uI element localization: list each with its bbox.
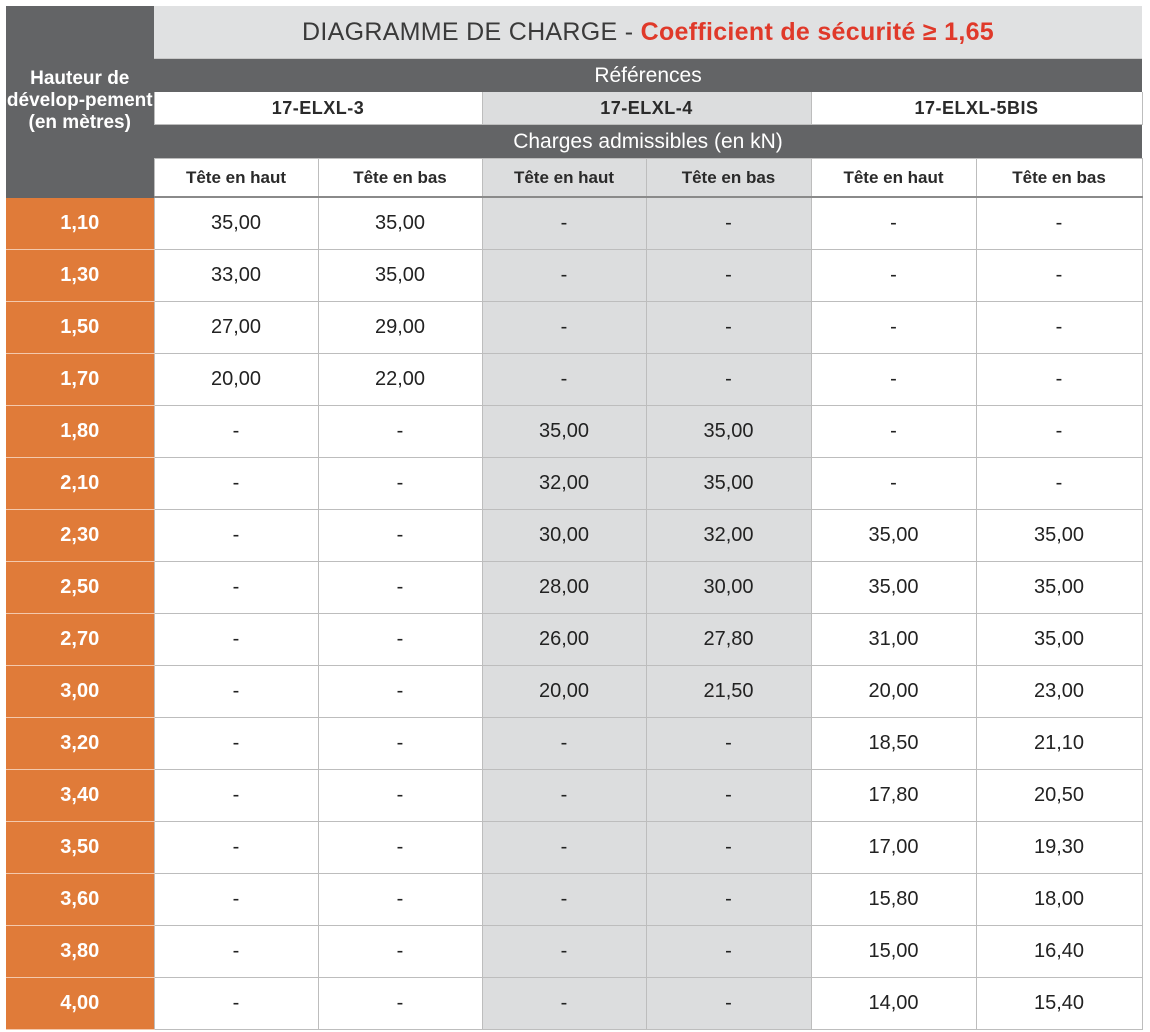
table-row	[6, 250, 1142, 302]
table-row	[6, 510, 1142, 562]
reference-17-elxl-5bis: 17-ELXL-5BIS	[811, 92, 1142, 125]
load-value-cell: -	[318, 718, 482, 770]
load-value-cell: -	[482, 926, 646, 978]
load-table	[6, 6, 1143, 1030]
height-value: 1,80	[6, 406, 154, 458]
load-value-cell: 35,00	[154, 197, 318, 250]
load-value-cell: 33,00	[154, 250, 318, 302]
sub-column-header: Tête en haut	[482, 159, 646, 198]
table-row	[6, 614, 1142, 666]
table-row	[6, 302, 1142, 354]
load-value-cell: -	[154, 718, 318, 770]
load-value-cell: 20,00	[154, 354, 318, 406]
table-row	[6, 770, 1142, 822]
height-value: 3,50	[6, 822, 154, 874]
load-value-cell: -	[154, 874, 318, 926]
load-value-cell: -	[154, 406, 318, 458]
load-value-cell: 35,00	[811, 562, 976, 614]
load-value-cell: -	[318, 926, 482, 978]
load-value-cell: 18,50	[811, 718, 976, 770]
load-value-cell: -	[482, 978, 646, 1030]
load-value-cell: -	[646, 250, 811, 302]
height-value: 1,30	[6, 250, 154, 302]
load-value-cell: -	[646, 770, 811, 822]
load-value-cell: -	[318, 510, 482, 562]
load-value-cell: -	[154, 822, 318, 874]
table-body	[6, 197, 1142, 1030]
load-value-cell: -	[318, 562, 482, 614]
sub-column-header: Tête en haut	[154, 159, 318, 198]
table-row	[6, 978, 1142, 1030]
reference-17-elxl-3: 17-ELXL-3	[154, 92, 482, 125]
table-row	[6, 197, 1142, 250]
load-value-cell: 15,80	[811, 874, 976, 926]
table-title	[154, 6, 1142, 59]
load-value-cell: -	[482, 250, 646, 302]
sub-column-header: Tête en bas	[646, 159, 811, 198]
load-value-cell: -	[976, 458, 1142, 510]
load-value-cell: -	[976, 406, 1142, 458]
table-row	[6, 354, 1142, 406]
safety-coefficient: Coefficient de sécurité ≥ 1,65	[640, 17, 994, 46]
load-value-cell: -	[646, 874, 811, 926]
table-row	[6, 822, 1142, 874]
height-value: 3,80	[6, 926, 154, 978]
height-value: 2,30	[6, 510, 154, 562]
load-value-cell: -	[976, 354, 1142, 406]
load-value-cell: -	[482, 302, 646, 354]
sub-column-header: Tête en haut	[811, 159, 976, 198]
load-value-cell: -	[154, 770, 318, 822]
load-value-cell: -	[482, 354, 646, 406]
load-value-cell: -	[811, 354, 976, 406]
load-value-cell: 20,00	[482, 666, 646, 718]
load-value-cell: -	[976, 302, 1142, 354]
table-row	[6, 406, 1142, 458]
load-value-cell: -	[646, 354, 811, 406]
load-value-cell: 27,00	[154, 302, 318, 354]
load-value-cell: -	[154, 458, 318, 510]
height-value: 3,60	[6, 874, 154, 926]
load-value-cell: -	[976, 250, 1142, 302]
load-value-cell: 35,00	[318, 197, 482, 250]
sub-column-header: Tête en bas	[318, 159, 482, 198]
height-value: 1,50	[6, 302, 154, 354]
load-value-cell: 31,00	[811, 614, 976, 666]
load-value-cell: -	[646, 926, 811, 978]
load-value-cell: -	[811, 458, 976, 510]
load-value-cell: 20,00	[811, 666, 976, 718]
height-value: 2,50	[6, 562, 154, 614]
table-row	[6, 666, 1142, 718]
load-value-cell: 14,00	[811, 978, 976, 1030]
load-value-cell: -	[646, 197, 811, 250]
load-value-cell: 30,00	[482, 510, 646, 562]
references-band: Références	[154, 59, 1142, 93]
load-value-cell: 21,50	[646, 666, 811, 718]
load-value-cell: -	[318, 458, 482, 510]
load-value-cell: 19,30	[976, 822, 1142, 874]
load-value-cell: -	[811, 197, 976, 250]
load-value-cell: 28,00	[482, 562, 646, 614]
table-row	[6, 874, 1142, 926]
load-value-cell: -	[154, 614, 318, 666]
load-value-cell: 35,00	[976, 614, 1142, 666]
load-value-cell: -	[318, 406, 482, 458]
load-value-cell: -	[154, 978, 318, 1030]
load-value-cell: -	[482, 770, 646, 822]
load-value-cell: 15,40	[976, 978, 1142, 1030]
load-value-cell: 35,00	[482, 406, 646, 458]
load-value-cell: -	[482, 822, 646, 874]
load-value-cell: 35,00	[976, 562, 1142, 614]
load-value-cell: 15,00	[811, 926, 976, 978]
load-value-cell: 16,40	[976, 926, 1142, 978]
load-value-cell: -	[318, 614, 482, 666]
load-value-cell: 32,00	[482, 458, 646, 510]
height-value: 2,70	[6, 614, 154, 666]
load-value-cell: 17,00	[811, 822, 976, 874]
load-value-cell: 17,80	[811, 770, 976, 822]
table-row	[6, 718, 1142, 770]
load-value-cell: -	[811, 302, 976, 354]
load-value-cell: -	[154, 926, 318, 978]
load-value-cell: 35,00	[646, 458, 811, 510]
load-value-cell: -	[482, 718, 646, 770]
load-value-cell: -	[646, 822, 811, 874]
load-value-cell: -	[154, 666, 318, 718]
height-value: 4,00	[6, 978, 154, 1030]
load-value-cell: -	[154, 510, 318, 562]
load-value-cell: -	[318, 874, 482, 926]
load-value-cell: -	[811, 250, 976, 302]
table-row	[6, 926, 1142, 978]
height-value: 1,70	[6, 354, 154, 406]
reference-17-elxl-4: 17-ELXL-4	[482, 92, 811, 125]
title-main: DIAGRAMME DE CHARGE -	[302, 17, 641, 46]
charges-band: Charges admissibles (en kN)	[154, 125, 1142, 159]
height-value: 3,20	[6, 718, 154, 770]
load-value-cell: -	[646, 978, 811, 1030]
load-value-cell: 35,00	[811, 510, 976, 562]
load-value-cell: -	[154, 562, 318, 614]
table-row	[6, 458, 1142, 510]
load-value-cell: 23,00	[976, 666, 1142, 718]
load-value-cell: -	[482, 197, 646, 250]
load-value-cell: -	[318, 770, 482, 822]
height-value: 1,10	[6, 197, 154, 250]
height-value: 3,00	[6, 666, 154, 718]
load-value-cell: 29,00	[318, 302, 482, 354]
table-row	[6, 562, 1142, 614]
load-value-cell: -	[811, 406, 976, 458]
sub-column-header: Tête en bas	[976, 159, 1142, 198]
sub-header-row	[6, 159, 1142, 198]
load-value-cell: 26,00	[482, 614, 646, 666]
load-value-cell: 32,00	[646, 510, 811, 562]
load-value-cell: 21,10	[976, 718, 1142, 770]
load-value-cell: -	[318, 666, 482, 718]
load-value-cell: -	[318, 822, 482, 874]
load-value-cell: 20,50	[976, 770, 1142, 822]
height-value: 3,40	[6, 770, 154, 822]
load-value-cell: -	[482, 874, 646, 926]
load-value-cell: -	[646, 718, 811, 770]
load-value-cell: -	[318, 978, 482, 1030]
height-column-header: Hauteur de dévelop-pement (en mètres)	[6, 6, 154, 197]
load-value-cell: 35,00	[318, 250, 482, 302]
load-value-cell: 35,00	[976, 510, 1142, 562]
load-value-cell: -	[646, 302, 811, 354]
load-value-cell: 18,00	[976, 874, 1142, 926]
load-value-cell: -	[976, 197, 1142, 250]
load-value-cell: 22,00	[318, 354, 482, 406]
height-value: 2,10	[6, 458, 154, 510]
load-value-cell: 27,80	[646, 614, 811, 666]
load-value-cell: 35,00	[646, 406, 811, 458]
load-value-cell: 30,00	[646, 562, 811, 614]
